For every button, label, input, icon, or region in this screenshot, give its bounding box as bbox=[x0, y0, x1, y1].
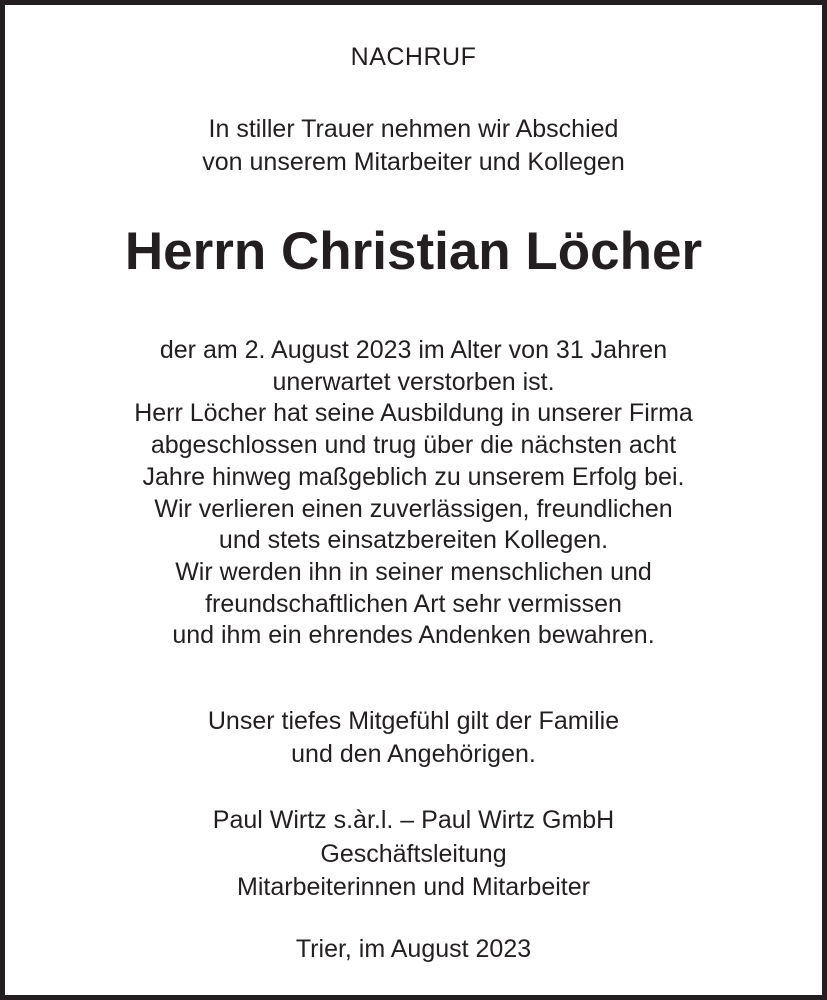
intro-text bbox=[5, 113, 822, 179]
sympathy-text bbox=[5, 705, 822, 771]
sender-management: Geschäftsleitung bbox=[320, 839, 507, 868]
intro-line: von unserem Mitarbeiter und Kollegen bbox=[202, 148, 625, 176]
body-line: der am 2. August 2023 im Alter von 31 Jahren bbox=[159, 336, 668, 364]
sender-block bbox=[5, 804, 822, 905]
body-line: Wir verlieren einen zuverlässigen, freundlichen bbox=[154, 494, 673, 523]
body-line: abgeschlossen und trug über die nächsten acht bbox=[150, 431, 677, 460]
sender-company: Paul Wirtz s.àr.l. – Paul Wirtz GmbH bbox=[212, 806, 615, 834]
place-date: Trier, im August 2023 bbox=[295, 935, 532, 963]
body-line: und ihm ein ehrendes Andenken bewahren. bbox=[172, 621, 655, 650]
body-line: freundschaftlichen Art sehr vermissen bbox=[205, 589, 622, 618]
heading: NACHRUF bbox=[350, 43, 477, 71]
deceased-name: Herrn Christian Löcher bbox=[124, 222, 703, 281]
body-line: Jahre hinweg maßgeblich zu unserem Erfolg bei. bbox=[142, 462, 685, 491]
intro-line: In stiller Trauer nehmen wir Abschied bbox=[208, 115, 619, 143]
sympathy-line: Unser tiefes Mitgefühl gilt der Familie bbox=[207, 707, 620, 735]
body-line: Wir werden ihn in seiner menschlichen und bbox=[175, 557, 652, 586]
sender-staff: Mitarbeiterinnen und Mitarbeiter bbox=[237, 873, 590, 901]
sympathy-line: und den Angehörigen. bbox=[291, 740, 536, 768]
body-line: und stets einsatzbereiten Kollegen. bbox=[218, 526, 609, 555]
body-text bbox=[5, 335, 822, 652]
body-line: Herr Löcher hat seine Ausbildung in unserer Firma bbox=[134, 399, 693, 428]
body-line: unerwartet verstorben ist. bbox=[272, 367, 555, 396]
